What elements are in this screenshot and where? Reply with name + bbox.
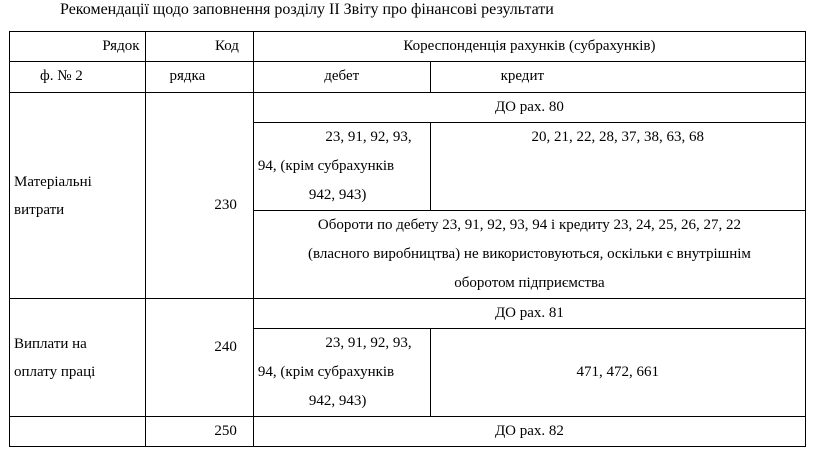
row-230-credit: 20, 21, 22, 28, 37, 38, 63, 68 [430, 123, 805, 211]
header-code-line2: рядка [145, 62, 253, 93]
header-credit: кредит [430, 62, 805, 93]
row-label-wages-line1: Виплати на [14, 335, 87, 352]
row-230-debit-line1: 23, 91, 92, 93, [325, 129, 412, 145]
header-form-number: ф. № 2 [10, 62, 146, 93]
document-title: Рекомендації щодо заповнення розділу II Звіту про фінансові результати [60, 1, 554, 18]
row-230-debit-line3: 942, 943) [308, 187, 367, 203]
row-240-credit: 471, 472, 661 [430, 329, 805, 417]
row-240-debit-line2: 94, (крім субрахунків [257, 364, 395, 380]
row-230-note-line3: оборотом підприємства [454, 275, 605, 291]
row-230-do-account: ДО рах. 80 [253, 93, 805, 123]
header-debit: дебет [253, 62, 430, 93]
header-row-line1: Рядок [102, 38, 140, 54]
row-code-250: 250 [145, 417, 253, 447]
header-code [145, 32, 253, 62]
header-row-label [10, 32, 146, 62]
row-code-240: 240 [145, 299, 253, 417]
row-label-wages [10, 299, 146, 417]
row-240-debit-line3: 942, 943) [308, 393, 367, 409]
row-label-250 [10, 417, 146, 447]
row-label-material: Матеріальні витрати [10, 93, 146, 299]
row-250-do-account: ДО рах. 82 [253, 417, 805, 447]
row-240-do-account: ДО рах. 81 [253, 299, 805, 329]
row-230-note-line1: Обороти по дебету 23, 91, 92, 93, 94 і кредиту 23, 24, 25, 26, 27, 22 [317, 217, 741, 233]
header-correspondence: Кореспонденція рахунків (субрахунків) [253, 32, 805, 62]
correspondence-table [9, 31, 806, 447]
row-240-debit [253, 329, 430, 417]
row-label-wages-line2: оплату праці [14, 363, 96, 380]
row-230-debit [253, 123, 430, 211]
row-230-note [253, 211, 805, 299]
row-240-debit-line1: 23, 91, 92, 93, [325, 335, 412, 351]
row-230-note-line2: (власного виробництва) не використовуються, оскільки є внутрішнім [308, 246, 751, 262]
row-230-debit-line2: 94, (крім субрахунків [257, 158, 395, 174]
row-code-230: 230 [145, 93, 253, 299]
header-code-line1: Код [214, 38, 239, 54]
